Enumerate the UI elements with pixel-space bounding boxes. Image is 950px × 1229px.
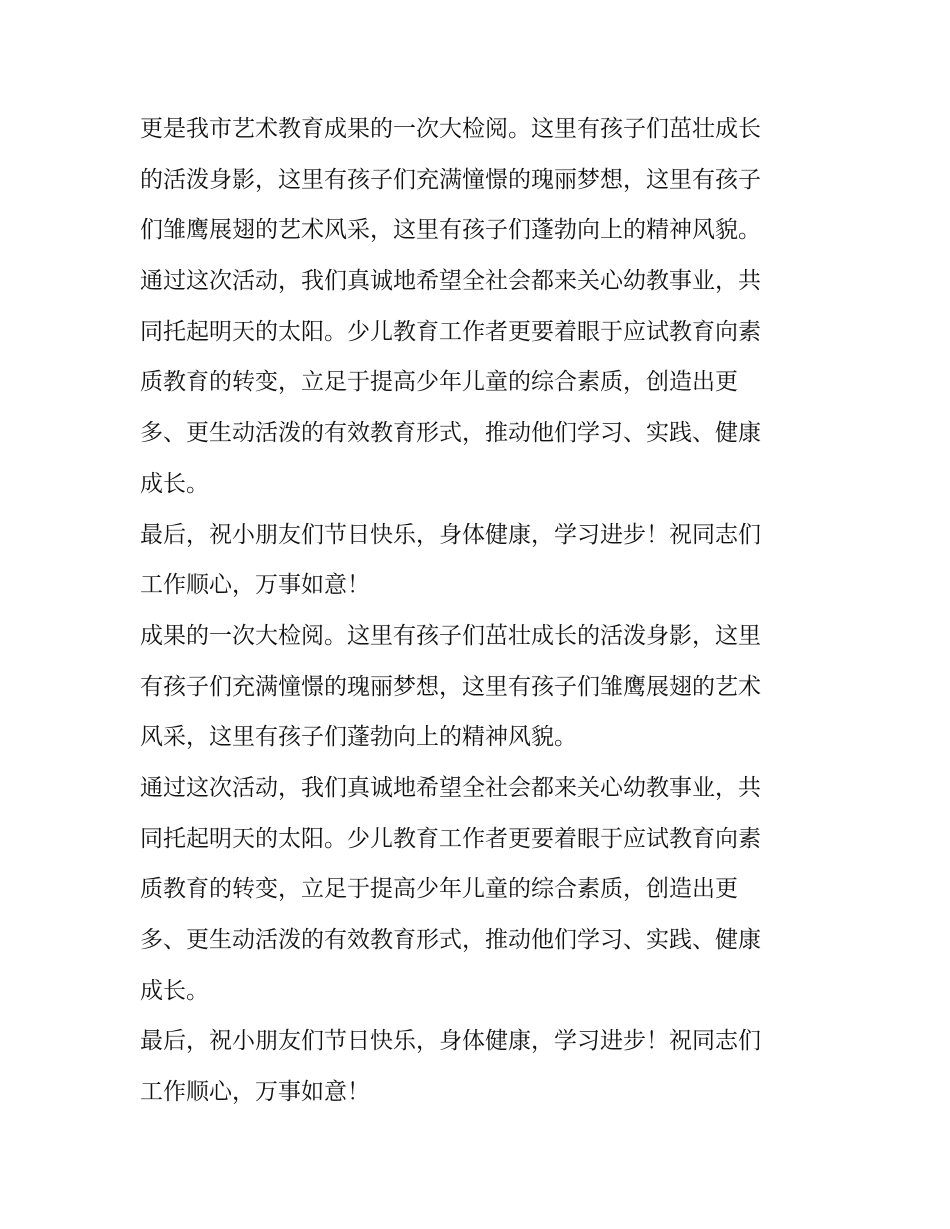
text-line: 同托起明天的太阳。少儿教育工作者更要着眼于应试教育向素 [140,825,761,852]
text-line: 最后，祝小朋友们节日快乐，身体健康，学习进步！祝同志们 [140,521,761,548]
text-line: 有孩子们充满憧憬的瑰丽梦想，这里有孩子们雏鹰展翅的艺术 [140,673,761,700]
text-line: 成果的一次大检阅。这里有孩子们茁壮成长的活泼身影，这里 [140,622,761,649]
text-line: 风采，这里有孩子们蓬勃向上的精神风貌。 [140,724,577,751]
body-text [140,104,820,1118]
text-line: 质教育的转变，立足于提高少年儿童的综合素质，创造出更 [140,876,738,903]
text-line: 质教育的转变，立足于提高少年儿童的综合素质，创造出更 [140,369,738,396]
text-line: 工作顺心，万事如意！ [140,1079,370,1106]
text-line: 通过这次活动，我们真诚地希望全社会都来关心幼教事业，共 [140,268,761,295]
text-line: 多、更生动活泼的有效教育形式，推动他们学习、实践、健康 [140,927,761,953]
text-line: 同托起明天的太阳。少儿教育工作者更要着眼于应试教育向素 [140,318,761,345]
text-line: 更是我市艺术教育成果的一次大检阅。这里有孩子们茁壮成长 [140,116,761,142]
text-line: 工作顺心，万事如意！ [140,572,370,599]
text-line: 成长。 [140,470,209,497]
text-line: 们雏鹰展翅的艺术风采，这里有孩子们蓬勃向上的精神风貌。 [140,217,761,244]
text-line: 最后，祝小朋友们节日快乐，身体健康，学习进步！祝同志们 [140,1028,761,1055]
text-line: 多、更生动活泼的有效教育形式，推动他们学习、实践、健康 [140,420,761,447]
text-line: 的活泼身影，这里有孩子们充满憧憬的瑰丽梦想，这里有孩子 [140,166,761,193]
text-line: 通过这次活动，我们真诚地希望全社会都来关心幼教事业，共 [140,774,761,801]
text-line: 成长。 [140,977,209,1004]
